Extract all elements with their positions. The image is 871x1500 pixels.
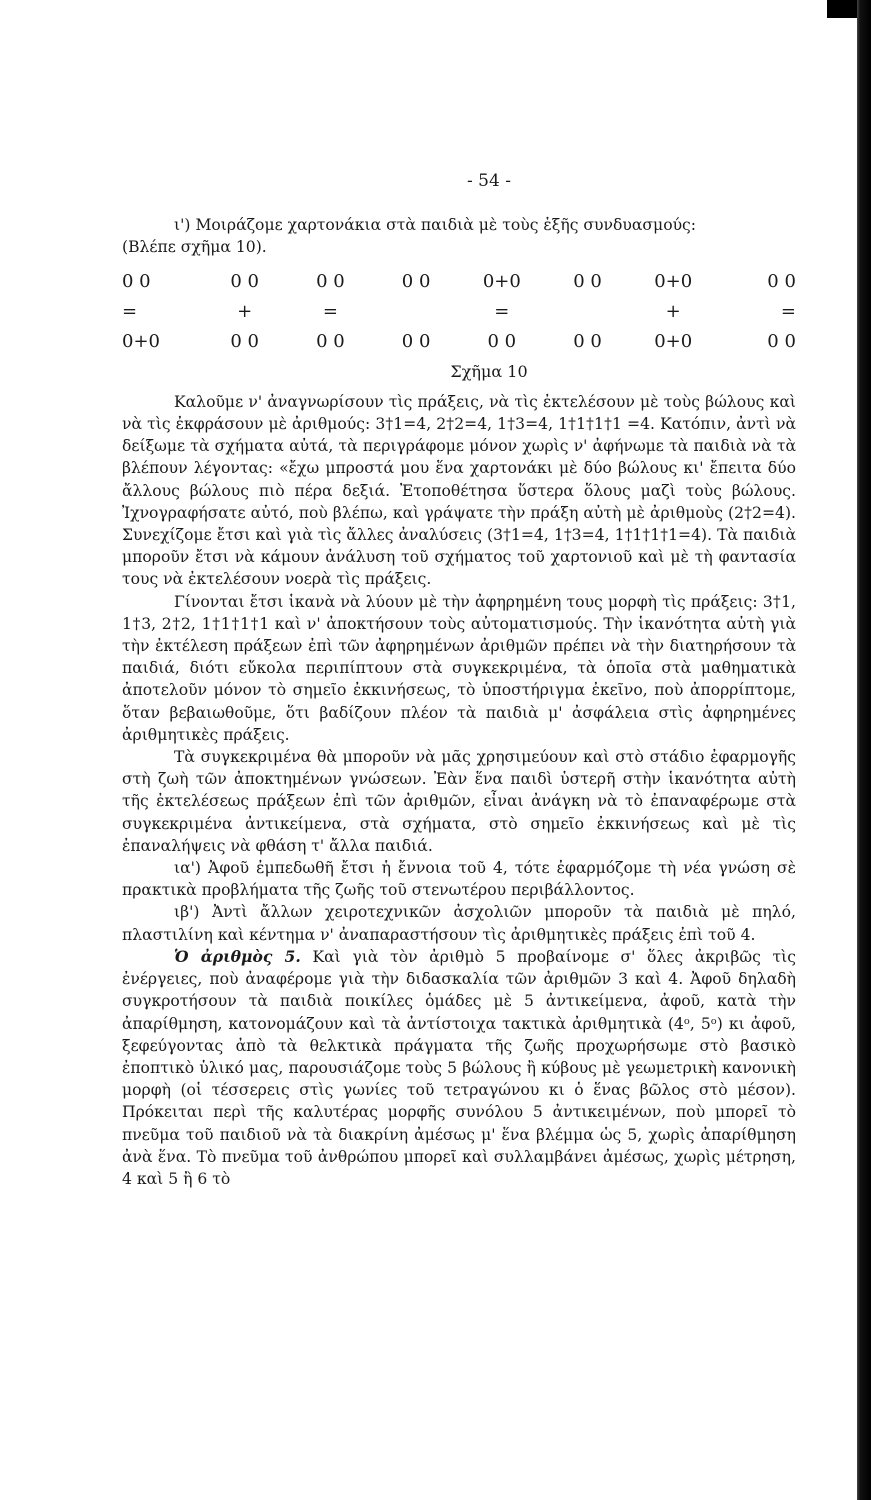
section-text: Καὶ γιὰ τὸν ἀριθμὸ 5 προβαίνομε σ' ὅλες ἀκριβῶς τὶς ἐνέργειες, ποὺ ἀναφέρομε γιὰ τὴν διδασκαλία τῶν ἀριθμῶν 3 καὶ 4. Ἀφοῦ δηλαδὴ συγκροτήσουν τὰ παιδιὰ ποικίλες ὁμάδες μὲ 5 ἀντικείμενα, ἀφοῦ, κατὰ τὴν ἀπαρίθμηση, κατονομάζουν καὶ τὰ ἀντίστοιχα τακτικὰ ἀριθμητικὰ (4ᵒ, 5ᵒ) κι ἀφοῦ, ξεφεύγοντας ἀπὸ τὰ θελκτικὰ πράγματα τῆς ζωῆς προχωρήσωμε στὸ βασικὸ ἐποπτικὸ ὑλικό μας, παρουσιάζομε τοὺς 5 βώλους ἢ κύβους μὲ γεωμετρικὴ κανονικὴ μορφὴ (οἱ τέσσερεις στὶς γωνίες τοῦ τετραγώνου κι ὁ ἕνας βῶλος στὸ μέσον). Πρόκειται περὶ τῆς καλυτέρας μορφῆς συνόλου 5 ἀντικειμένων, ποὺ μπορεῖ τὸ πνεῦμα τοῦ παιδιοῦ νὰ τὰ διακρίνη ἀμέσως μ' ἕνα βλέμμα ὡς 5, χωρὶς ἀπαρίθμηση ἀνὰ ἕνα. Τὸ πνεῦμα τοῦ ἀνθρώπου μπορεῖ καὶ συλλαμβάνει ἀμέσως, χωρὶς μέτρηση, 4 καὶ 5 ἢ 6 τὸ [122,947,796,1188]
figure-cell: 0 0 [767,270,796,292]
figure-operator: + [237,300,253,322]
figure-cell: 0 0 [316,330,345,352]
figure-cell: 0 0 [767,330,796,352]
figure-operator: = [122,300,138,322]
figure-10 [122,267,796,357]
figure-cell: 0 0 [230,270,260,292]
figure-operator: = [322,300,338,322]
body-paragraph: Τὰ συγκεκριμένα θὰ μποροῦν νὰ μᾶς χρησιμεύουν καὶ στὸ στάδιο ἐφαρμογῆς στὴ ζωὴ τῶν ἀποκτημένων γνώσεων. Ἐὰν ἕνα παιδὶ ὑστερῆ στὴν ἱκανότητα αὐτὴ τῆς ἐκτελέσεως πράξεων ἐπὶ τῶν ἀριθμῶν, εἶναι ἀνάγκη νὰ τὸ ἐπαναφέρωμε στὰ συγκεκριμένα ἀντικείμενα, στὰ σχήματα, στὸ σημεῖο ἐκκινήσεως καὶ μὲ τὶς ἐπαναλήψεις νὰ φθάση τ' ἄλλα παιδιά. [122,748,796,855]
figure-cell: 0 0 [401,270,431,292]
body-paragraph: Γίνονται ἔτσι ἱκανὰ νὰ λύουν μὲ τὴν ἀφηρημένη τους μορφὴ τὶς πράξεις: 3†1, 1†3, 2†2, 1†1†1†1 καὶ ν' ἀποκτήσουν τοὺς αὐτοματισμούς. Τὴν ἱκανότητα αὐτὴ γιὰ τὴν ἐκτέλεση πράξεων ἐπὶ τῶν ἀφηρημένων ἀριθμῶν πρέπει νὰ τὴν διατηρήσουν τὰ παιδιά, διότι εὔκολα περιπίπτουν στὰ συγκεκριμένα, τὰ ὁποῖα στὰ μαθηματικὰ ἀποτελοῦν μόνον τὸ σημεῖο ἐκκινήσεως, τὸ ὑποστήριγμα ἐκεῖνο, ποὺ ἀπορρίπτομε, ὅταν βεβαιωθοῦμε, ὅτι βαδίζουν πλέον τὰ παιδιὰ μ' ἀσφάλεια στὶς ἀφηρημένες ἀριθμητικὲς πράξεις. [122,592,796,744]
figure-cell: 0 0 [573,270,602,292]
figure-cell: 0 0 [573,330,602,352]
figure-cell: 0 0 [401,330,431,352]
body-paragraph: ια') Ἀφοῦ ἐμπεδωθῆ ἔτσι ἡ ἔννοια τοῦ 4, τότε ἐφαρμόζομε τὴ νέα γνώση σὲ πρακτικὰ προβλήματα τῆς ζωῆς τοῦ στενωτέρου περιβάλλοντος. [122,859,796,900]
intro-line: ι') Μοιράζομε χαρτονάκια στὰ παιδιὰ μὲ τοὺς ἑξῆς συνδυασμούς: [174,216,697,235]
figure-cell: 0+0 [654,270,693,292]
section-paragraph [122,946,796,1190]
body-paragraph: Καλοῦμε ν' ἀναγνωρίσουν τὶς πράξεις, νὰ τὶς ἐκτελέσουν μὲ τοὺς βώλους καὶ νὰ τὶς ἐκφράσουν μὲ ἀριθμούς: 3†1=4, 2†2=4, 1†3=4, 1†1†1†1 =4. Κατόπιν, ἀντὶ νὰ δείξωμε τὰ σχήματα αὐτά, τὰ περιγράφομε μόνον χωρὶς ν' ἀφήνωμε τὰ παιδιὰ νὰ τὰ βλέπουν λέγοντας: «ἔχω μπροστά μου ἕνα χαρτονάκι μὲ δύο βώλους κι' ἔπειτα δύο ἄλλους βώλους πιὸ πέρα δεξιά. Ἐτοποθέτησα ὕστερα ὅλους μαζὶ τοὺς βώλους. Ἰχνογραφήσατε αὐτό, ποὺ βλέπω, καὶ γράψατε τὴν πράξη αὐτὴ μὲ ἀριθμοὺς (2†2=4). Συνεχίζομε ἔτσι καὶ γιὰ τὶς ἄλλες ἀναλύσεις (3†1=4, 1†3=4, 1†1†1†1=4). Τὰ παιδιὰ μποροῦν ἔτσι νὰ κάμουν ἀνάλυση τοῦ σχήματος τοῦ χαρτονιοῦ καὶ μὲ τὴ φαντασία τους νὰ ἐκτελέσουν νοερὰ τὶς πράξεις. [122,392,796,589]
page-content [122,170,796,1190]
figure-row-bottom [122,327,796,357]
page-edge-shadow [857,0,871,1500]
section-heading: Ὁ ἀριθμὸς 5. [174,946,301,966]
figure-operator: + [665,300,681,322]
figure-operator [379,297,453,327]
figure-cell: 0 0 [230,330,260,352]
figure-cell: 0 0 [487,330,517,352]
figure-cell: 0 0 [316,270,345,292]
figure-operator: = [494,300,510,322]
figure-cell: 0+0 [482,270,521,292]
body-paragraph: ιβ') Ἀντὶ ἄλλων χειροτεχνικῶν ἀσχολιῶν μποροῦν τὰ παιδιὰ μὲ πηλό, πλαστιλίνη καὶ κέντημα ν' ἀναπαραστήσουν τὶς ἀριθμητικὲς πράξεις ἐπὶ τοῦ 4. [122,903,796,944]
figure-operator [551,297,625,327]
figure-row-top [122,267,796,297]
intro-reference: (Βλέπε σχῆμα 10). [122,238,267,257]
figure-cell: 0+0 [654,330,693,352]
figure-caption: Σχῆμα 10 [450,361,528,381]
page-number: - 54 - [467,171,511,191]
page-corner-shadow [827,0,857,18]
figure-operator: = [780,300,796,322]
figure-cell: 0 0 [122,270,151,292]
figure-cell: 0+0 [122,330,160,352]
figure-row-operators [122,297,796,327]
